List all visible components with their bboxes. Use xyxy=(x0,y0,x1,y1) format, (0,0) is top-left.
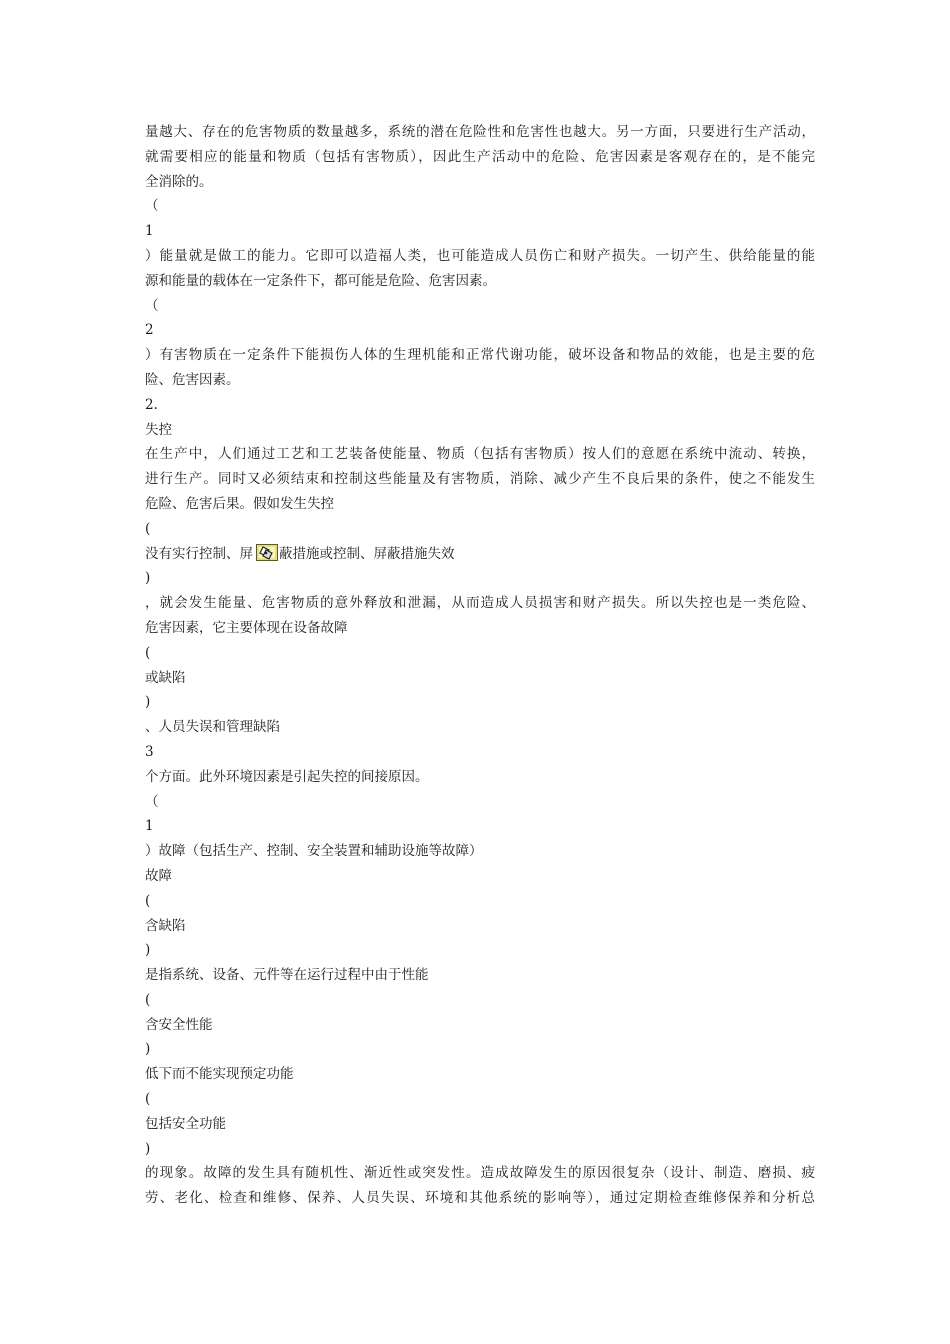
text-line: 2 xyxy=(145,322,154,339)
text-line: 个方面。此外环境因素是引起失控的间接原因。 xyxy=(145,768,429,785)
text-line: 进行生产。同时又必须结束和控制这些能量及有害物质，消除、减少产生不良后果的条件，使之不能发生 xyxy=(145,471,815,488)
text-line: 3 xyxy=(145,743,154,760)
text-line: 1 xyxy=(145,223,154,240)
text-line: 在生产中，人们通过工艺和工艺装备使能量、物质（包括有害物质）按人们的意愿在系统中流动、转换， xyxy=(145,446,815,463)
embedded-object-icon xyxy=(256,544,278,561)
text-line: 危害因素，它主要体现在设备故障 xyxy=(145,619,348,636)
text-line: ) xyxy=(145,942,151,959)
text-line: ) xyxy=(145,694,151,711)
text-line: ( xyxy=(145,991,151,1008)
text-line: ( xyxy=(145,520,151,537)
text-line: 含安全性能 xyxy=(145,1016,213,1033)
text-line: ) xyxy=(145,1041,151,1058)
text-line: 就需要相应的能量和物质（包括有害物质），因此生产活动中的危险、危害因素是客观存在的，是不能完 xyxy=(145,148,815,165)
text-line: ( xyxy=(145,644,151,661)
text-line: 1 xyxy=(145,818,154,835)
text-line: ) xyxy=(145,1140,151,1157)
text-line: 故障 xyxy=(145,867,172,884)
text-line: （ xyxy=(145,297,159,314)
text-line: 全消除的。 xyxy=(145,173,213,190)
text-line: 量越大、存在的危害物质的数量越多，系统的潜在危险性和危害性也越大。另一方面，只要进行生产活动， xyxy=(145,124,815,140)
text-line: 险、危害因素。 xyxy=(145,371,240,388)
text-line: ) xyxy=(145,570,151,587)
text-line: 劳、老化、检查和维修、保养、人员失误、环境和其他系统的影响等），通过定期检查维修保养和分析总 xyxy=(145,1190,815,1207)
text-line: ）有害物质在一定条件下能损伤人体的生理机能和正常代谢功能，破坏设备和物品的效能，也是主要的危 xyxy=(145,347,815,364)
text-line: ( xyxy=(145,892,151,909)
section-heading: 失控 xyxy=(145,421,172,438)
document-body xyxy=(145,120,815,1211)
text-line: 源和能量的载体在一定条件下，都可能是危险、危害因素。 xyxy=(145,272,496,289)
text-line: ，就会发生能量、危害物质的意外释放和泄漏，从而造成人员损害和财产损失。所以失控也是一类危险、 xyxy=(145,595,815,612)
text-line: （ xyxy=(145,793,159,810)
text-line: 是指系统、设备、元件等在运行过程中由于性能 xyxy=(145,967,429,984)
text-line: ( xyxy=(145,1091,151,1108)
text-line: ）能量就是做工的能力。它即可以造福人类，也可能造成人员伤亡和财产损失。一切产生、供给能量的能 xyxy=(145,247,815,264)
text-fragment: 没有实行控制、屏 xyxy=(145,545,253,562)
text-line: 低下而不能实现预定功能 xyxy=(145,1066,294,1083)
text-line: 、人员失误和管理缺陷 xyxy=(145,719,280,736)
text-line: 含缺陷 xyxy=(145,917,186,934)
text-line: 包括安全功能 xyxy=(145,1115,226,1132)
text-line: ）故障（包括生产、控制、安全装置和辅助设施等故障） xyxy=(145,843,483,860)
text-fragment: 蔽措施或控制、屏蔽措施失效 xyxy=(279,545,455,562)
text-line: 或缺陷 xyxy=(145,669,186,686)
text-line-with-icon xyxy=(145,542,815,567)
text-line: （ xyxy=(145,198,159,215)
text-line: 危险、危害后果。假如发生失控 xyxy=(145,495,334,512)
section-number: 2. xyxy=(145,396,158,413)
text-line: 的现象。故障的发生具有随机性、渐近性或突发性。造成故障发生的原因很复杂（设计、制造、磨损、疲 xyxy=(145,1165,815,1182)
